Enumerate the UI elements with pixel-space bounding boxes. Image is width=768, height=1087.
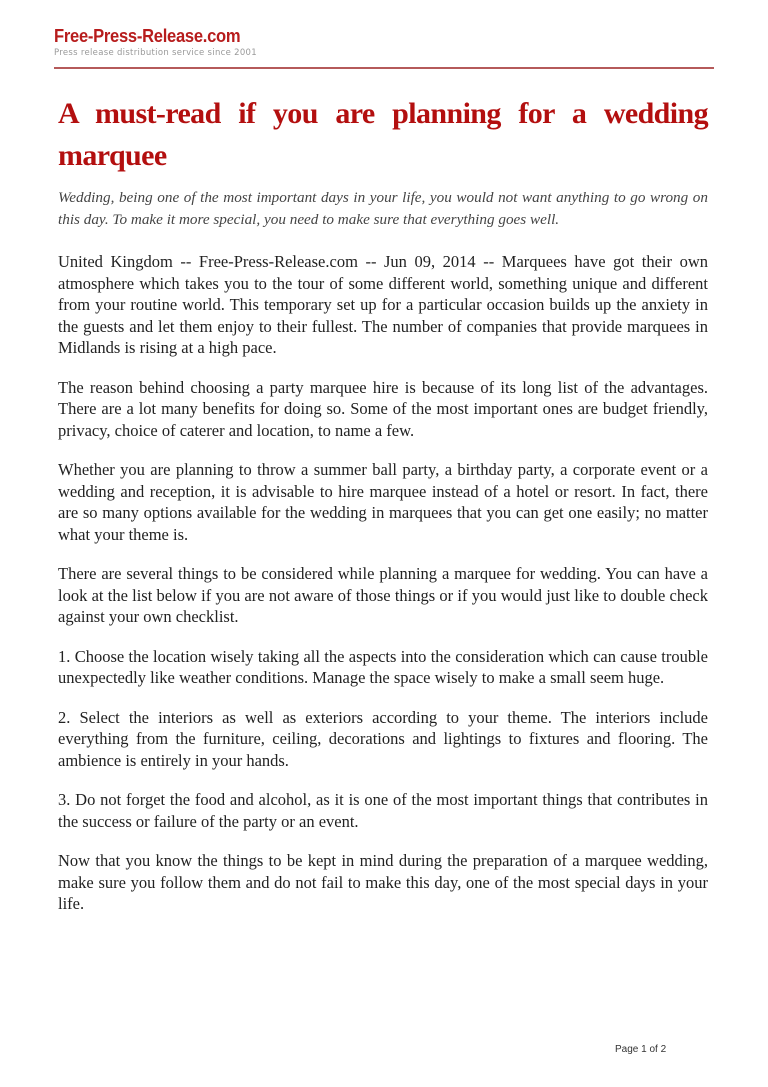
list-item: 1. Choose the location wisely taking all the aspects into the consideration which can cause trouble unexpectedly like weather conditions. Manage the space wisely to make a small seem huge. [58, 646, 708, 687]
header-divider [54, 67, 714, 69]
article-title: A must-read if you are planning for a wedding marquee [58, 97, 708, 172]
article-paragraph: United Kingdom -- Free-Press-Release.com -- Jun 09, 2014 -- Marquees have got their own atmosphere which takes you to the tour of some different world, something unique and different from your routine world. This temporary set up for a particular occasion builds up the anxiety in the guests and let them enjoy to their fullest. The number of companies that provide marquees in Midlands is rising at a high pace. [58, 252, 708, 357]
site-logo[interactable] [54, 27, 257, 58]
page-indicator: Page 1 of 2 [615, 1044, 667, 1055]
list-item: 2. Select the interiors as well as exteriors according to your theme. The interiors include everything from the furniture, ceiling, decorations and lightings to fixtures and flooring. The ambience is entirely in your hands. [58, 707, 708, 770]
article-paragraph: Now that you know the things to be kept in mind during the preparation of a marquee wedding, make sure you follow them and do not fail to make this day, one of the most special days in your life. [58, 851, 708, 913]
article [58, 93, 708, 915]
list-item: 3. Do not forget the food and alcohol, as it is one of the most important things that contributes in the success or failure of the party or an event. [58, 790, 708, 831]
article-paragraph: Whether you are planning to throw a summer ball party, a birthday party, a corporate event or a wedding and reception, it is advisable to hire marquee instead of a hotel or resort. In fact, there are so many options available for the wedding in marquees that you can get one easily; no matter what your theme is. [58, 460, 708, 544]
article-summary: Wedding, being one of the most important days in your life, you would not want anything to go wrong on this day. To make it more special, you need to make sure that everything goes well. [58, 189, 708, 228]
logo-title: Free-Press-Release.com [54, 26, 241, 46]
article-paragraph: There are several things to be considered while planning a marquee for wedding. You can have a look at the list below if you are not aware of those things or if you would just like to double check against your own checklist. [58, 564, 708, 626]
article-paragraph: The reason behind choosing a party marquee hire is because of its long list of the advantages. There are a lot many benefits for doing so. Some of the most important ones are budget friendly, privacy, choice of caterer and location, to name a few. [58, 377, 708, 440]
logo-subtitle: Press release distribution service since 2001 [54, 48, 257, 58]
